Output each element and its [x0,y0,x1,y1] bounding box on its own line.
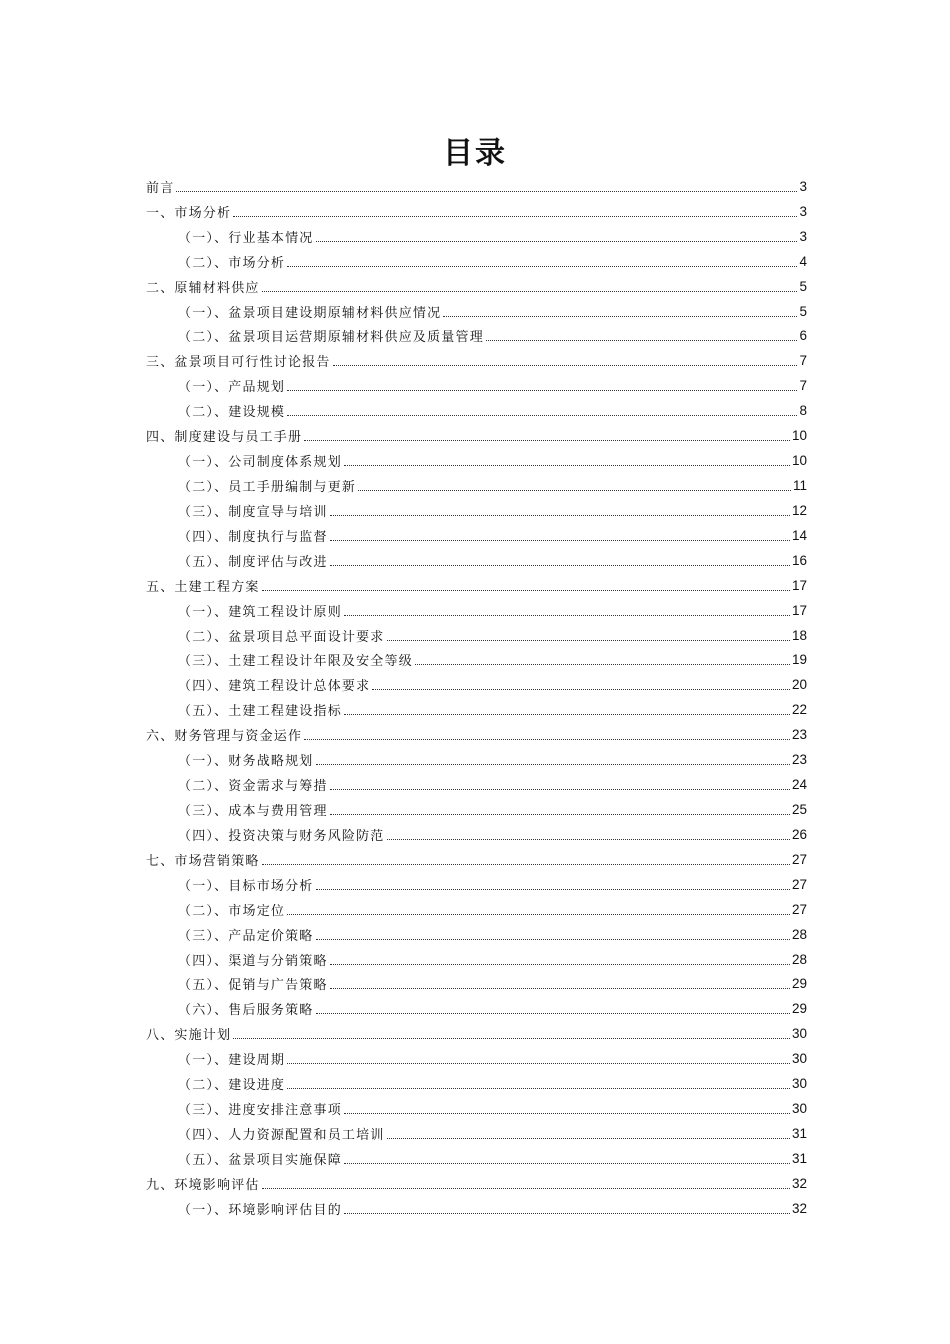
toc-subentry[interactable] [146,598,807,623]
toc-entry-label: 四、制度建设与员工手册 [146,430,303,446]
dot-leader [330,777,790,790]
toc-entry-label: 九、环境影响评估 [146,1177,260,1193]
toc-page-number: 32 [791,1175,807,1191]
toc-subentry[interactable] [146,548,807,573]
toc-page-number: 16 [791,552,807,568]
toc-entry-label: （三）、进度安排注意事项 [178,1103,342,1119]
dot-leader [287,902,790,915]
toc-page-number: 10 [791,428,807,444]
toc-subentry[interactable] [146,772,807,797]
toc-entry-label: （四）、制度执行与监督 [178,529,328,545]
toc-page-number: 27 [791,901,807,917]
dot-leader [316,877,790,890]
toc-entry[interactable] [146,274,807,299]
toc-entry-label: （一）、盆景项目建设期原辅材料供应情况 [178,305,442,321]
toc-entry-label: （二）、建设规模 [178,405,286,421]
toc-subentry[interactable] [146,747,807,772]
toc-page-number: 3 [799,203,807,219]
toc-entry-label: （三）、产品定价策略 [178,928,314,944]
toc-page-number: 26 [791,826,807,842]
toc-subentry[interactable] [146,947,807,972]
toc-entry-label: （二）、资金需求与筹措 [178,779,328,795]
dot-leader [330,553,790,566]
toc-subentry[interactable] [146,373,807,398]
toc-entry[interactable] [146,573,807,598]
toc-page-number: 29 [791,1001,807,1017]
toc-page-number: 32 [791,1200,807,1216]
toc-entry-label: 五、土建工程方案 [146,579,260,595]
toc-page-number: 14 [791,527,807,543]
toc-entry-label: （一）、行业基本情况 [178,230,314,246]
toc-page-number: 28 [791,926,807,942]
dot-leader [344,453,790,466]
toc-entry[interactable] [146,847,807,872]
toc-entry-label: （一）、产品规划 [178,380,286,396]
dot-leader [316,1001,790,1014]
toc-entry[interactable] [146,722,807,747]
dot-leader [344,1151,790,1164]
dot-leader [287,378,797,391]
dot-leader [344,1101,790,1114]
toc-page-number: 4 [799,253,807,269]
dot-leader [415,652,790,665]
toc-entry-label: （五）、盆景项目实施保障 [178,1152,342,1168]
toc-page-number: 18 [791,627,807,643]
toc-subentry[interactable] [146,697,807,722]
page-title: 目录 [443,136,507,171]
toc-subentry[interactable] [146,922,807,947]
toc-subentry[interactable] [146,249,807,274]
dot-leader [387,827,790,840]
toc-entry-label: （二）、市场定位 [178,903,286,919]
dot-leader [176,179,797,192]
toc-subentry[interactable] [146,1121,807,1146]
toc-page-number: 27 [791,851,807,867]
toc-page-number: 30 [791,1026,807,1042]
toc-page-number: 22 [791,702,807,718]
dot-leader [443,304,797,317]
toc-subentry[interactable] [146,822,807,847]
toc-entry-label: 二、原辅材料供应 [146,280,260,296]
toc-entry[interactable] [146,199,807,224]
toc-page-number: 27 [791,876,807,892]
dot-leader [262,1176,790,1189]
toc-page-number: 17 [791,577,807,593]
dot-leader [372,677,790,690]
toc-entry-label: （三）、制度宣导与培训 [178,504,328,520]
dot-leader [330,802,790,815]
toc-page-number: 5 [799,278,807,294]
dot-leader [330,952,790,965]
dot-leader [316,752,790,765]
toc-page-number: 30 [791,1101,807,1117]
toc-entry[interactable] [146,423,807,448]
toc-entry-label: 八、实施计划 [146,1028,232,1044]
toc-page-number: 17 [791,602,807,618]
toc-subentry[interactable] [146,797,807,822]
dot-leader [316,927,790,940]
toc-page-number: 31 [791,1125,807,1141]
toc-entry-label: （三）、成本与费用管理 [178,804,328,819]
toc-page-number: 7 [799,378,807,394]
toc-entry-label: （一）、建设周期 [178,1053,286,1069]
toc-subentry[interactable] [146,224,807,249]
dot-leader [486,328,798,341]
toc-entry-label: （四）、投资决策与财务风险防范 [178,828,385,844]
toc-page-number: 30 [791,1076,807,1092]
toc-page-number: 6 [799,328,807,344]
toc-subentry[interactable] [146,972,807,997]
toc-page-number: 12 [791,502,807,518]
toc-entry-label: （六）、售后服务策略 [178,1003,314,1019]
toc-page-number: 11 [792,478,807,494]
table-of-contents [146,174,807,1221]
toc-subentry[interactable] [146,398,807,423]
toc-subentry[interactable] [146,448,807,473]
dot-leader [344,1201,790,1214]
dot-leader [333,353,798,366]
toc-subentry[interactable] [146,473,807,498]
dot-leader [233,204,797,217]
toc-entry-label: 前言 [146,180,175,196]
toc-entry-label: （一）、公司制度体系规划 [178,455,342,471]
dot-leader [344,603,790,616]
dot-leader [316,229,798,242]
dot-leader [304,428,790,441]
dot-leader [344,702,790,715]
toc-page-number: 29 [791,976,807,992]
toc-subentry[interactable] [146,324,807,349]
toc-entry-label: （四）、人力资源配置和员工培训 [178,1127,385,1143]
dot-leader [330,528,790,541]
toc-page-number: 8 [799,403,807,419]
toc-entry-label: 七、市场营销策略 [146,853,260,869]
toc-page-number: 25 [791,802,807,817]
toc-subentry[interactable] [146,872,807,897]
toc-subentry[interactable] [146,498,807,523]
dot-leader [304,727,790,740]
toc-entry-label: （三）、土建工程设计年限及安全等级 [178,654,413,670]
toc-subentry[interactable] [146,1071,807,1096]
toc-subentry[interactable] [146,523,807,548]
toc-subentry[interactable] [146,648,807,673]
toc-entry-label: （五）、制度评估与改进 [178,554,328,570]
dot-leader [387,1126,790,1139]
dot-leader [287,403,797,416]
dot-leader [387,628,790,641]
dot-leader [358,478,791,491]
toc-entry[interactable] [146,348,807,373]
toc-entry-label: （二）、建设进度 [178,1078,286,1094]
dot-leader [262,279,798,292]
toc-subentry[interactable] [146,897,807,922]
toc-entry-label: 六、财务管理与资金运作 [146,729,303,745]
toc-page-number: 3 [799,228,807,244]
toc-page-number: 24 [791,777,807,793]
dot-leader [287,1051,790,1064]
toc-entry-label: （一）、环境影响评估目的 [178,1202,342,1218]
toc-subentry[interactable] [146,996,807,1021]
dot-leader [330,976,790,989]
toc-entry-label: 三、盆景项目可行性讨论报告 [146,355,331,371]
dot-leader [287,1076,790,1089]
toc-page-number: 19 [791,652,807,668]
dot-leader [330,503,790,516]
toc-entry-label: （一）、财务战略规划 [178,754,314,770]
toc-entry-label: （五）、促销与广告策略 [178,978,328,994]
toc-subentry[interactable] [146,1096,807,1121]
toc-entry-label: （二）、盆景项目运营期原辅材料供应及质量管理 [178,330,484,346]
toc-page-number: 5 [799,303,807,319]
toc-entry[interactable] [146,1171,807,1196]
toc-page-number: 30 [791,1051,807,1067]
dot-leader [262,578,790,591]
toc-entry-label: （四）、渠道与分销策略 [178,953,328,969]
toc-page-number: 3 [799,178,807,194]
toc-subentry[interactable] [146,1196,807,1221]
dot-leader [262,852,790,865]
toc-subentry[interactable] [146,1146,807,1171]
toc-entry-label: （二）、盆景项目总平面设计要求 [178,629,385,645]
dot-leader [287,254,797,267]
toc-entry-label: （五）、土建工程建设指标 [178,704,342,720]
toc-page-number: 31 [791,1150,807,1166]
toc-entry-label: （四）、建筑工程设计总体要求 [178,679,371,695]
toc-entry-label: （二）、市场分析 [178,255,286,271]
toc-subentry[interactable] [146,672,807,697]
toc-page-number: 23 [791,752,807,768]
toc-page-number: 20 [791,677,807,693]
toc-page-number: 23 [791,727,807,743]
toc-entry-label: （二）、员工手册编制与更新 [178,480,357,496]
toc-subentry[interactable] [146,1046,807,1071]
toc-page-number: 10 [791,453,807,469]
dot-leader [233,1026,790,1039]
toc-entry[interactable] [146,174,807,199]
toc-subentry[interactable] [146,623,807,648]
toc-page-number: 28 [791,951,807,967]
toc-subentry[interactable] [146,299,807,324]
toc-entry[interactable] [146,1021,807,1046]
toc-entry-label: （一）、目标市场分析 [178,878,314,894]
toc-page-number: 7 [799,353,807,369]
toc-entry-label: 一、市场分析 [146,205,232,221]
toc-entry-label: （一）、建筑工程设计原则 [178,604,342,620]
